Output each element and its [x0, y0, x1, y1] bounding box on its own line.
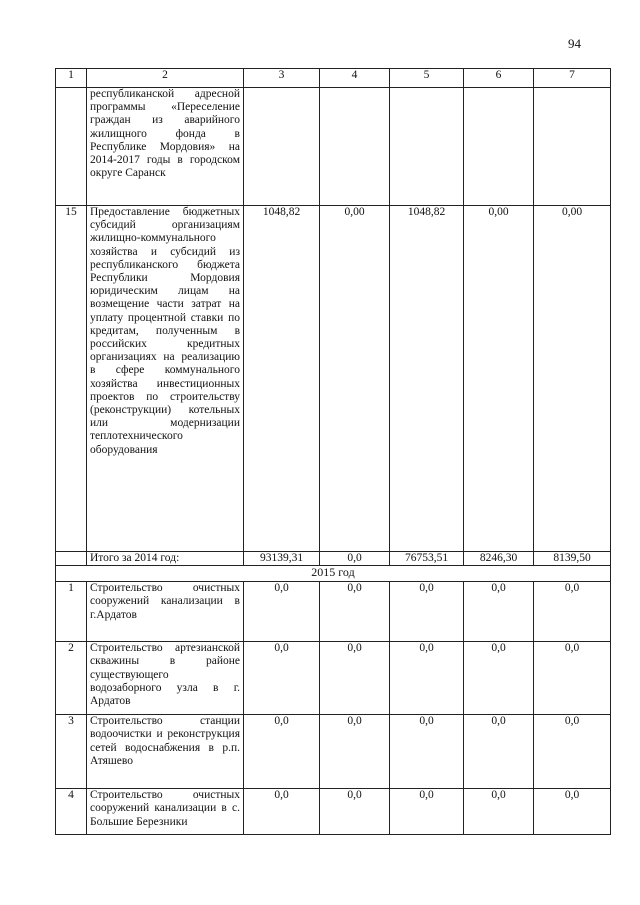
cell-col-6: 0,0 [464, 715, 534, 789]
table-row [56, 789, 611, 835]
total-label: Итого за 2014 год: [87, 552, 244, 566]
year-row [56, 566, 611, 582]
header-col-5: 5 [390, 69, 464, 88]
row-description: Строительство станции водоочистки и реконструкция сетей водоснабжения в р.п. Атяшево [87, 715, 244, 789]
row-number [56, 88, 87, 206]
page-number: 94 [568, 36, 581, 51]
cell-col-7: 0,0 [534, 642, 611, 715]
row-description: Строительство очистных сооружений канализации в с. Большие Березники [87, 789, 244, 835]
table-row [56, 206, 611, 552]
total-col-3: 93139,31 [244, 552, 320, 566]
cell-col-6: 0,0 [464, 789, 534, 835]
row-description: Предоставление бюджетных субсидий организациям жилищно-коммунального хозяйства и субсидий из республиканского бюджета Республики Мордовия юридическим лицам на возмещение части затрат на уплату процентной ставки по кредитам, полученным в российских кредитных организациях на реализацию в сфере коммунального хозяйства инвестиционных проектов по строительству (реконструкции) котельных или модернизации теплотехнического оборудования [87, 206, 244, 552]
cell-col-7: 0,00 [534, 206, 611, 552]
cell-col-3: 0,0 [244, 642, 320, 715]
continuation-row [56, 88, 611, 206]
cell-col-7: 0,0 [534, 582, 611, 642]
header-col-7: 7 [534, 69, 611, 88]
row-number: 3 [56, 715, 87, 789]
cell-col-3: 0,0 [244, 582, 320, 642]
total-col-7: 8139,50 [534, 552, 611, 566]
cell-col-4: 0,0 [320, 642, 390, 715]
year-heading: 2015 год [56, 566, 611, 582]
row-number: 4 [56, 789, 87, 835]
cell-col-5: 0,0 [390, 642, 464, 715]
continuation-text: республиканской адресной программы «Переселение граждан из аварийного жилищного фонда в Республике Мордовия» на 2014-2017 годы в городском округе Саранск [87, 88, 244, 206]
total-col-4: 0,0 [320, 552, 390, 566]
total-col-6: 8246,30 [464, 552, 534, 566]
cell-col-5: 0,0 [390, 789, 464, 835]
header-col-1: 1 [56, 69, 87, 88]
total-row-2014 [56, 552, 611, 566]
header-col-3: 3 [244, 69, 320, 88]
cell-col-5: 0,0 [390, 715, 464, 789]
cell-col-3: 0,0 [244, 715, 320, 789]
cell-col-6: 0,0 [464, 582, 534, 642]
row-number: 15 [56, 206, 87, 552]
row-number: 2 [56, 642, 87, 715]
cell-col-6: 0,00 [464, 206, 534, 552]
table-row [56, 582, 611, 642]
cell-col-4: 0,0 [320, 715, 390, 789]
row-number: 1 [56, 582, 87, 642]
cell-col-5: 1048,82 [390, 206, 464, 552]
cell-col-5: 0,0 [390, 582, 464, 642]
table-row [56, 642, 611, 715]
header-col-4: 4 [320, 69, 390, 88]
cell-col-7: 0,0 [534, 789, 611, 835]
header-col-6: 6 [464, 69, 534, 88]
cell-col-3: 0,0 [244, 789, 320, 835]
cell-col-3: 1048,82 [244, 206, 320, 552]
budget-table [55, 68, 611, 835]
cell-col-4: 0,0 [320, 582, 390, 642]
row-description: Строительство очистных сооружений канализации в г.Ардатов [87, 582, 244, 642]
cell-col-4: 0,00 [320, 206, 390, 552]
total-col-5: 76753,51 [390, 552, 464, 566]
table-row [56, 715, 611, 789]
cell-col-7: 0,0 [534, 715, 611, 789]
row-description: Строительство артезианской скважины в районе существующего водозаборного узла в г. Ардатов [87, 642, 244, 715]
cell-col-6: 0,0 [464, 642, 534, 715]
header-col-2: 2 [87, 69, 244, 88]
header-row [56, 69, 611, 88]
cell-col-4: 0,0 [320, 789, 390, 835]
